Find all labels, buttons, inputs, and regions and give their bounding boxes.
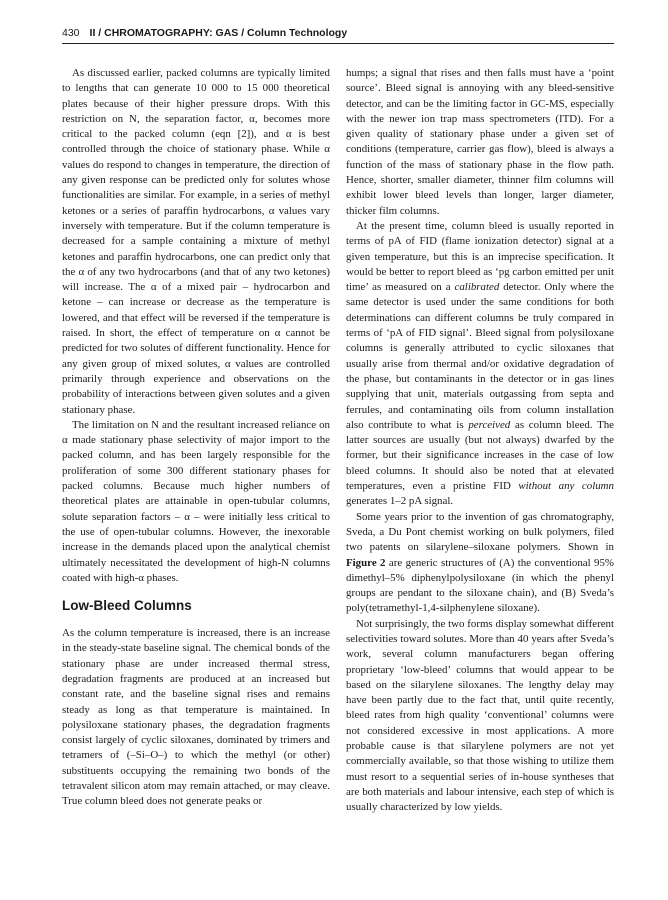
text-run: Some years prior to the invention of gas chromatography, Sveda, a Du Pont chemist working on bulk polymers, filed two patents on silarylene–siloxane polymers. Shown in xyxy=(346,510,614,554)
paragraph-bleed-signal: humps; a signal that rises and then falls must have a ‘point source’. Bleed signal is annoying with any bleed-sensitive detector, and can be the limiting factor in GC-MS, especially with the newer ion trap mass spectrometers (ITD). For a given quality of stationary phase under a given set of conditions (temperature, carrier gas flow), bleed is always a function of the mass of stationary phase in the flow path. Hence, shorter, smaller diameter, thinner film columns will exhibit lower bleed levels than longer, larger diameter, thicker film columns. xyxy=(346,67,614,217)
paragraph-packed-columns: As discussed earlier, packed columns are typically limited to lengths that can generate 10 000 to 15 000 theoretical plates because of their higher pressure drops. With this restriction on N, the separation factor, α, becomes more critical to the packed column (eqn [2]), and α is best controlled through the choice of stationary phase. While α values do respond to changes in temperature, the direction of any given response can be predicted only for solutes whose functionalities are similar. For example, in a series of methyl ketones or a series of paraffin hydrocarbons, α values vary inversely with temperature. But if the column temperature is decreased for a sample containing a mixture of methyl ketones and paraffin hydrocarbons, one can predict only that the α of any two hydrocarbons (and that of any two ketones) will increase. The α of a mixed pair – hydrocarbon and ketone – can increase or decrease as the temperature is lowered, and that effect will be reversed if the temperature is raised. In short, the effect of temperature on α cannot be predicted for two solutes of different functionality. Hence for any given group of mixed solutes, α values are controlled primarily through experience and observations on the probability of interactions between given solutes and a given stationary phase. xyxy=(62,67,330,416)
figure-reference-link[interactable]: Figure 2 xyxy=(346,556,386,569)
emphasis-calibrated: calibrated xyxy=(454,281,500,294)
paragraph-selectivities: Not surprisingly, the two forms display somewhat different selectivities toward solutes. More than 40 years after Sveda’s work, several column manufacturers began offering proprietary ‘low-bleed’ columns that would appear to be based on the silarylene siloxanes. The lengthy delay may have been partly due to the fact that, until quite recently, bleed rates from high quality ‘conventional’ columns were not considered excessive in most applications. A more probable cause is that silarylene polymers are not yet commercially available, so that those wishing to utilize them must resort to a sequential series of in-house syntheses that are both materials and labour intensive, each step of which is usually characterized by low yields. xyxy=(346,617,614,814)
text-run: are generic structures of (A) the conventional 95% dimethyl–5% diphenylpolysiloxane (in which the phenyl groups are pendant to the siloxane chain), and (B) Sveda’s poly(tetramethyl-1,4-silphenylene siloxane). xyxy=(346,556,615,615)
text-run: generates 1–2 pA signal. xyxy=(346,495,454,508)
emphasis-without-column: without any column xyxy=(518,480,614,493)
running-title: II / CHROMATOGRAPHY: GAS / Column Technology xyxy=(89,27,348,39)
running-header xyxy=(62,27,614,44)
section-heading-low-bleed: Low-Bleed Columns xyxy=(62,598,192,614)
paragraph-baseline-signal: As the column temperature is increased, there is an increase in the steady-state baseline signal. The chemical bonds of the stationary phase are under increased thermal stress, degradation fragments are produced at an increased but constant rate, and the baseline signal rises and remains steady as long as that temperature is maintained. In polysiloxane stationary phases, the degradation fragments consist largely of cyclic siloxanes, dominated by trimers and tetramers of (–Si–O–) to which the methyl (or other) substituents occupying the remaining two bonds of the tetravalent silicon atom may remain attached, or may cleave. True column bleed does not generate peaks or xyxy=(62,627,330,808)
text-run: as column bleed. The latter sources are usually (but not always) dwarfed by the former, but their significance increases in the case of low bleed columns. It should also be noted that at elevated temperatures, even a pristine FID xyxy=(346,418,615,493)
paragraph-bleed-reporting xyxy=(346,219,614,510)
left-column xyxy=(62,66,330,810)
paragraph-sveda-patents xyxy=(346,510,614,617)
right-column xyxy=(346,66,614,816)
page-number: 430 xyxy=(62,27,80,39)
text-run: detector. Only where the same detector is used under the same conditions for both determinations can different columns be truly compared in terms of ‘pA of FID signal’. Bleed signal from polysiloxane columns is generally attributed to cyclic siloxanes that usually arise from thermal and/or oxidative degradation of the phase, but contaminants in the detector or in gas lines supplying that unit, materials outgassing from septa and ferrules, and contaminating oils from column installation also contribute to what is xyxy=(346,281,615,431)
text-run: At the present time, column bleed is usually reported in terms of pA of FID (flame ionization detector) signal at a given temperature, but this is an imprecise specification. It would be better to report bleed as ‘pg carbon emitted per unit time’ as measured on a xyxy=(346,219,614,294)
emphasis-perceived: perceived xyxy=(468,418,511,431)
paragraph-stationary-phase-selectivity: The limitation on N and the resultant increased reliance on α made stationary phase selectivity of major import to the packed column, and has been largely responsible for the proliferation of some 300 different stationary phases for packed columns. Because much higher numbers of theoretical plates are attainable in open-tubular columns, solute separation factors – α – were initially less critical to the use of open-tubular columns. However, the inexorable increase in the demands placed upon the analytical chemist ultimately necessitated the development of high-N columns coated with high-α phases. xyxy=(62,418,330,584)
